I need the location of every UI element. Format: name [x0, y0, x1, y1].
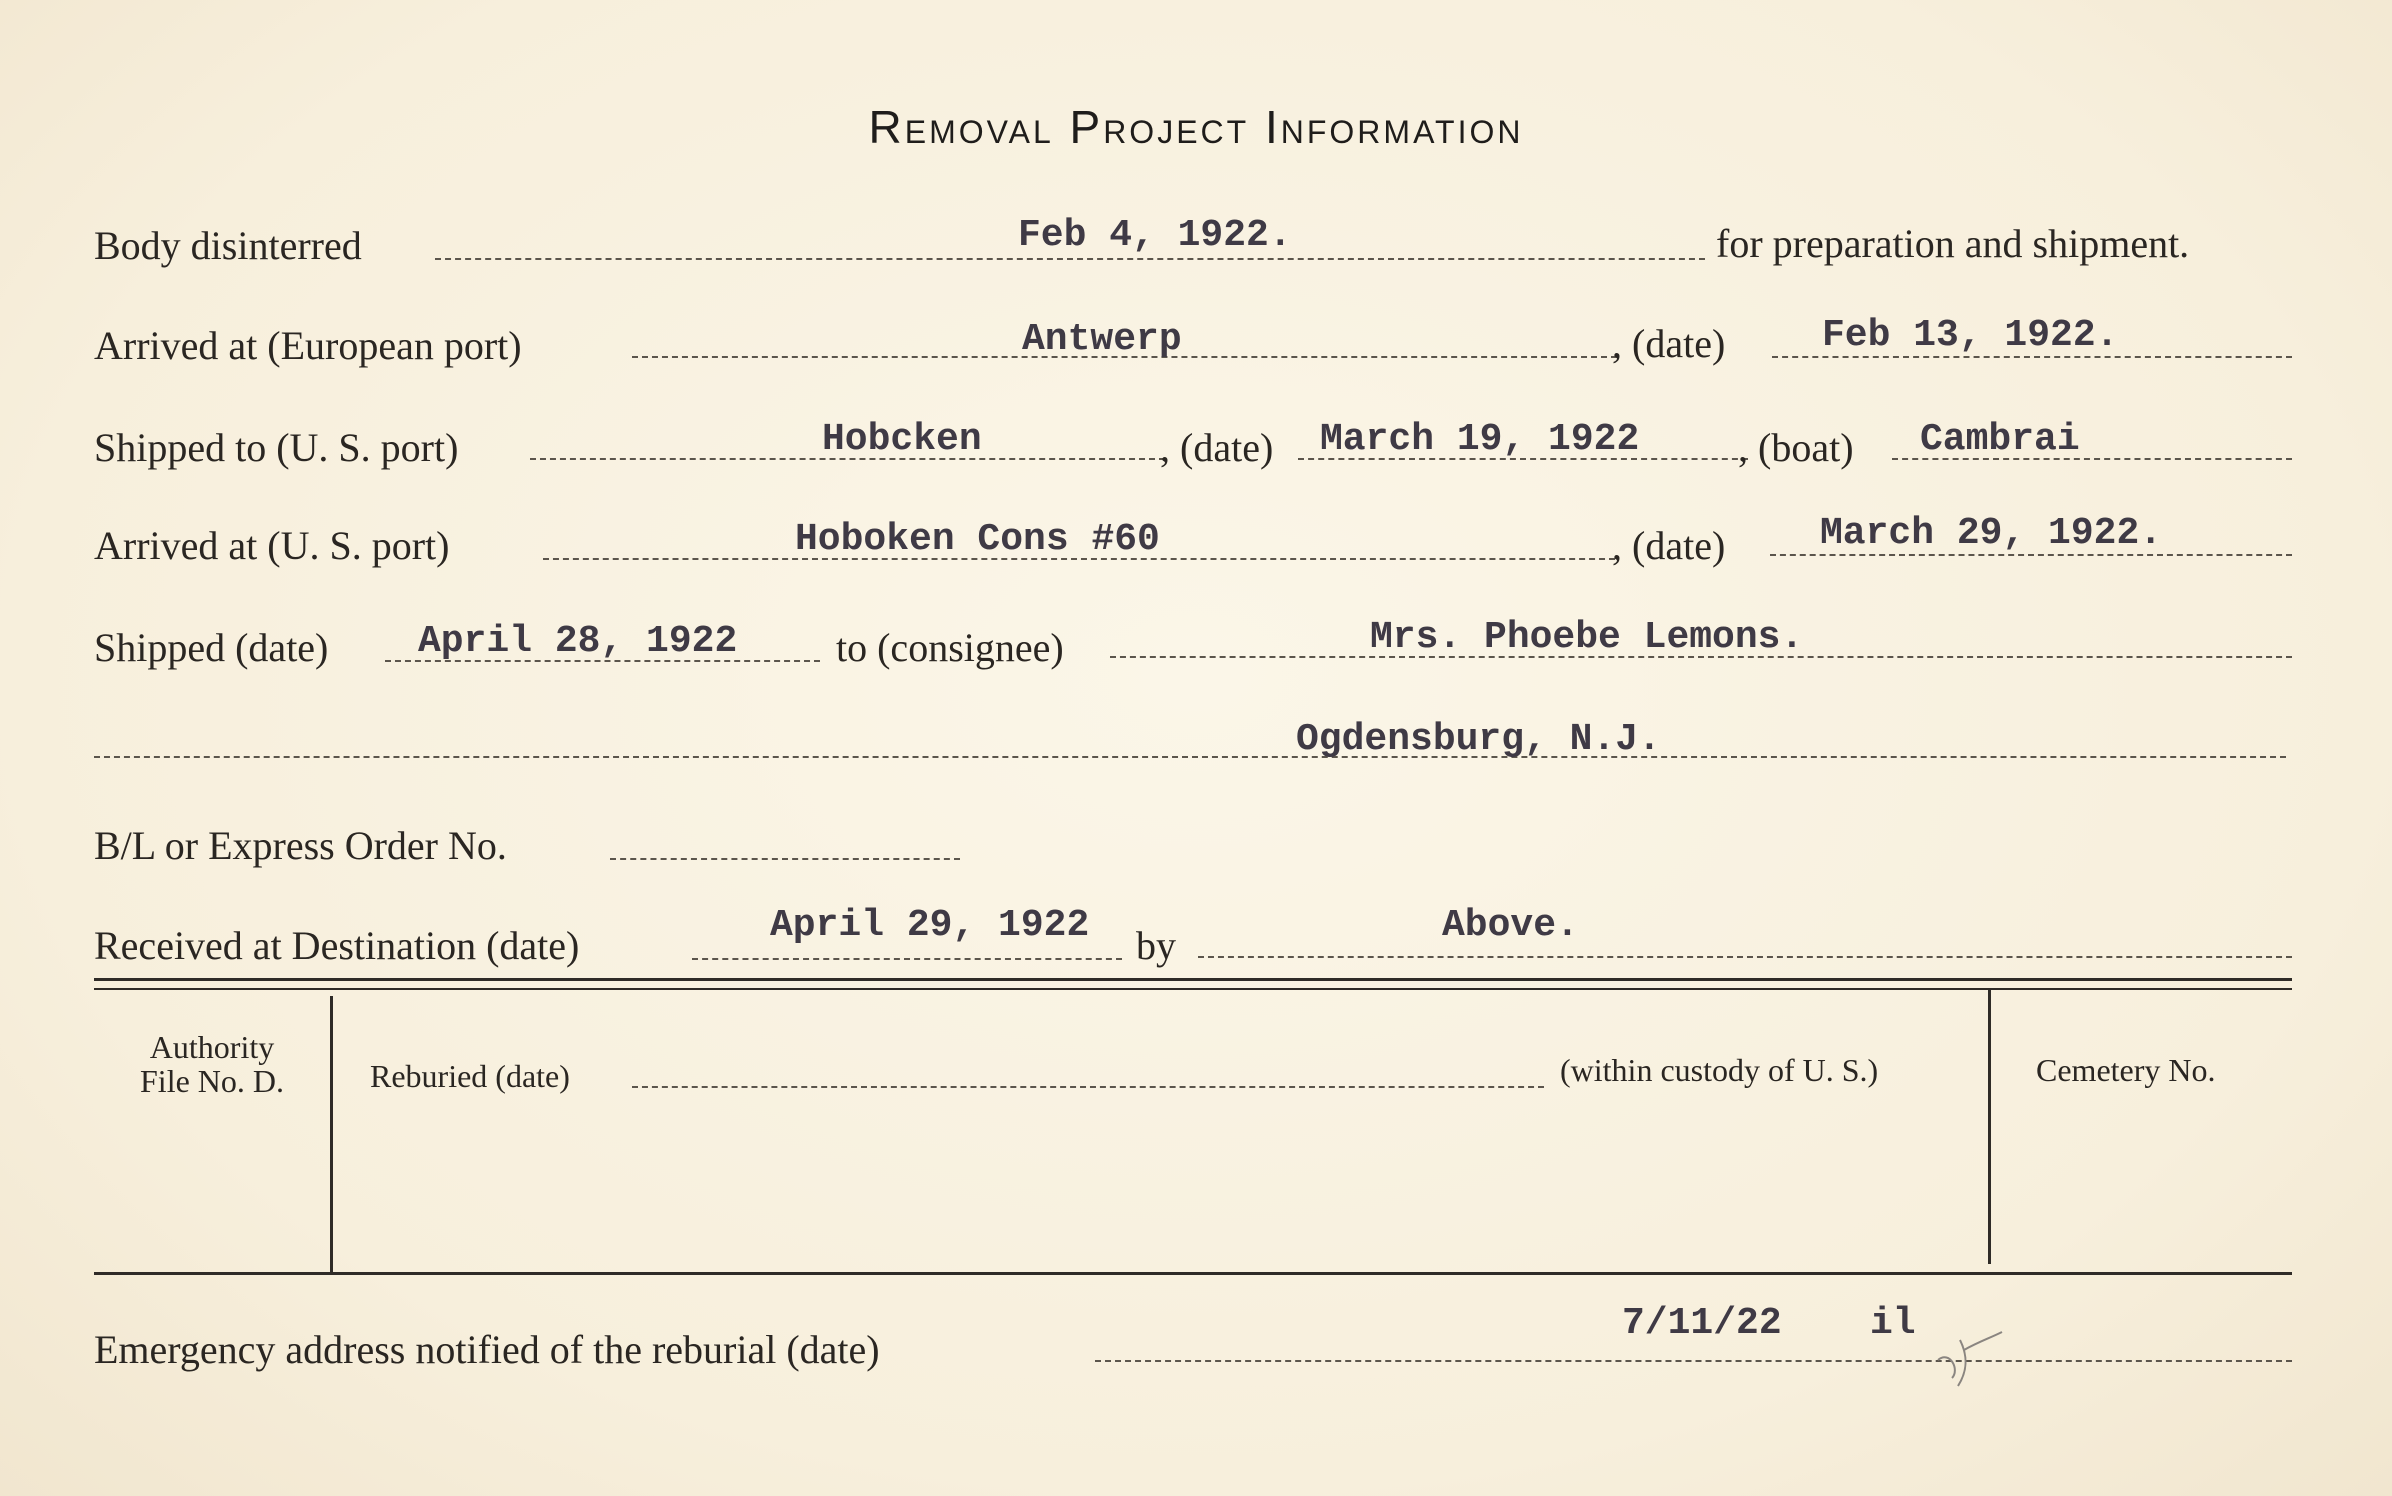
arrived-european-date: Feb 13, 1922. — [1822, 314, 2119, 357]
shipped-date-label: Shipped (date) — [94, 625, 329, 670]
received-date-line — [692, 958, 1122, 960]
box-top-rule — [94, 978, 2292, 981]
arrived-us-port: Hoboken Cons #60 — [795, 518, 1160, 561]
authority-label-line1: Authority — [149, 1029, 275, 1065]
cemetery-label: Cemetery No. — [2036, 1052, 2216, 1088]
arrived-european-port: Antwerp — [1022, 318, 1182, 361]
authority-label-line2: File No. D. — [140, 1063, 284, 1099]
body-disinterred-label: Body disinterred — [94, 223, 362, 268]
arrived-european-date-label: , (date) — [1612, 321, 1726, 366]
pencil-mark-icon — [1930, 1320, 2010, 1390]
shipped-us-date: March 19, 1922 — [1320, 418, 1640, 461]
custody-label: (within custody of U. S.) — [1560, 1052, 1879, 1088]
shipped-us-date-label: , (date) — [1160, 425, 1274, 470]
reburied-line — [632, 1086, 1544, 1088]
arrived-us-date: March 29, 1922. — [1820, 512, 2163, 555]
consignee-address-line — [94, 756, 2286, 758]
received-by: Above. — [1442, 904, 1579, 947]
arrived-us-date-label: , (date) — [1612, 523, 1726, 568]
emergency-date: 7/11/22 — [1622, 1302, 1782, 1345]
consignee-address: Ogdensburg, N.J. — [1296, 718, 1661, 761]
arrived-us-label: Arrived at (U. S. port) — [94, 523, 450, 568]
arrived-european-label: Arrived at (European port) — [94, 323, 522, 368]
received-label: Received at Destination (date) — [94, 923, 580, 968]
body-disinterred-value: Feb 4, 1922. — [1018, 214, 1292, 257]
body-disinterred-line — [435, 258, 1705, 260]
body-disinterred-suffix: for preparation and shipment. — [1716, 221, 2190, 266]
received-date: April 29, 1922 — [770, 904, 1090, 947]
box-divider-right — [1988, 990, 1991, 1264]
bl-order-label: B/L or Express Order No. — [94, 823, 507, 868]
box-top-rule-inner — [94, 988, 2292, 990]
consignee-label: to (consignee) — [836, 625, 1064, 670]
received-by-line — [1198, 956, 2292, 958]
shipped-us-boat-label: , (boat) — [1738, 425, 1854, 470]
emergency-initials: il — [1870, 1302, 1916, 1345]
reburied-label: Reburied (date) — [370, 1058, 570, 1094]
page-title: Removal Project Information — [868, 101, 1524, 153]
bl-order-line — [610, 858, 960, 860]
box-bottom-rule — [94, 1272, 2292, 1275]
shipped-us-boat: Cambrai — [1920, 418, 2080, 461]
consignee-name: Mrs. Phoebe Lemons. — [1370, 616, 1804, 659]
emergency-label: Emergency address notified of the reburial (date) — [94, 1327, 880, 1372]
shipped-us-label: Shipped to (U. S. port) — [94, 425, 459, 470]
shipped-date: April 28, 1922 — [418, 620, 738, 663]
shipped-us-port: Hobcken — [822, 418, 982, 461]
authority-label — [110, 1030, 314, 1098]
emergency-line — [1095, 1360, 2292, 1362]
received-by-label: by — [1136, 923, 1176, 968]
box-divider-left — [330, 996, 333, 1272]
